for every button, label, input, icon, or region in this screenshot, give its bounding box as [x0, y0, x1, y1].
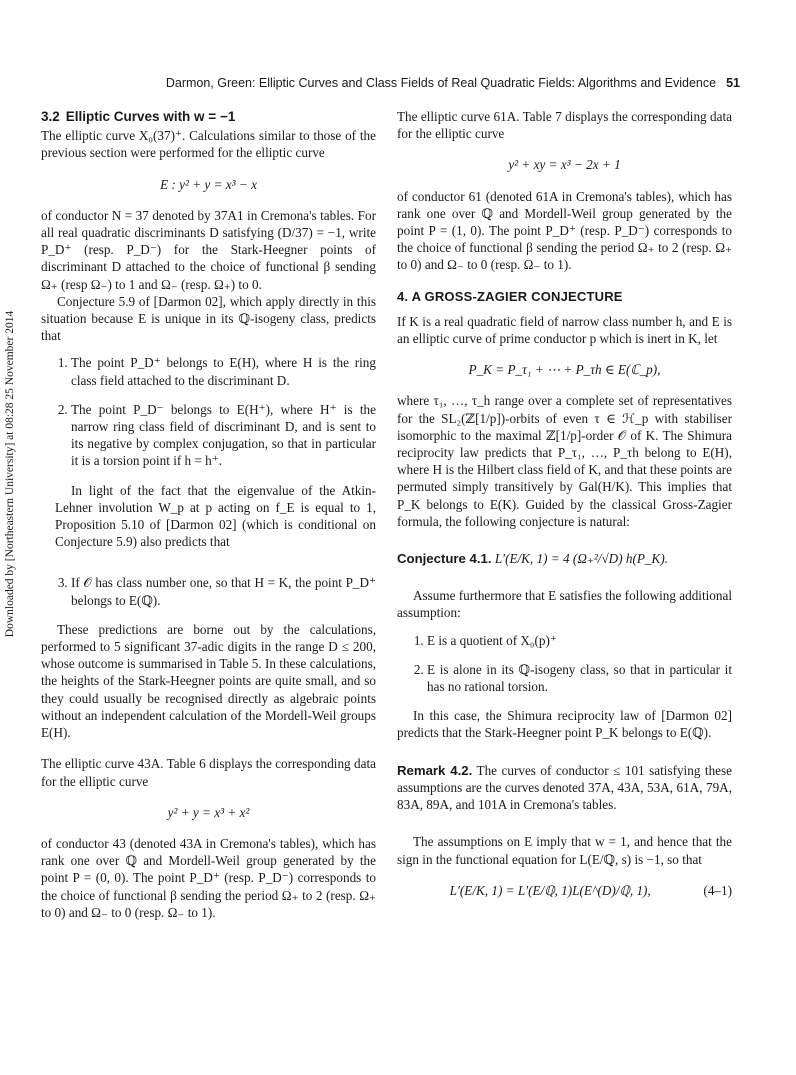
paragraph: The elliptic curve 61A. Table 7 displays the corresponding data for the elliptic curve — [397, 109, 732, 142]
page-number: 51 — [726, 76, 740, 90]
prediction-list-continued — [41, 574, 376, 608]
paragraph: The elliptic curve X₀(37)⁺. Calculations similar to those of the previous section were performed for the elliptic curve — [41, 128, 376, 161]
paragraph: If K is a real quadratic field of narrow class number h, and E is an elliptic curve of prime conductor p which is inert in K, let — [397, 313, 732, 347]
paragraph: of conductor 43 (denoted 43A in Cremona's tables), which has rank one over ℚ and Mordell-Weil group generated by the point P = (0, 0). The point P_D⁺ (resp. P_D⁻) corresponds to the choice of functional β sending the period Ω₊ to 2 (resp. Ω₊ to 0) and Ω₋ to 0 (resp. Ω₋ to 1). — [41, 835, 376, 920]
list-item: 2. E is alone in its ℚ-isogeny class, so that in particular it has no rational torsion. — [427, 661, 732, 695]
equation-number: (4–1) — [703, 882, 732, 898]
list-item: 2. The point P_D⁻ belongs to E(H⁺), where H⁺ is the narrow ring class field of discriminant D, and is sent to its negative by complex conjugation, so that in particular it is a torsion point if h = h⁺. — [71, 401, 376, 470]
remark-text: The curves of conductor ≤ 101 satisfying these assumptions are the curves denoted 37A, 43A, 53A, 61A, 79A, 83A, 89A, and 101A in Cremona's tables. — [397, 762, 732, 813]
conjecture — [397, 550, 732, 567]
running-header — [0, 76, 740, 90]
conjecture-label: Conjecture 4.1. — [397, 551, 492, 567]
equation: E : y² + y = x³ − x — [160, 176, 257, 192]
list-item: 3. If 𝒪 has class number one, so that H = K, the point P_D⁺ belongs to E(ℚ). — [71, 574, 376, 608]
download-watermark — [0, 308, 22, 648]
paragraph: These predictions are borne out by the calculations, performed to 5 significant 37-adic digits in the range D ≤ 200, whose outcome is summarised in Table 5. In these calculations, the heights of the Stark-Heegner points are quite small, and so they could usually be recognised directly as algebraic points without an independent calculation of the Mordell-Weil groups E(H). — [41, 621, 376, 741]
paragraph: Assume furthermore that E satisfies the following additional assumption: — [397, 588, 732, 621]
left-column — [41, 108, 376, 921]
running-title: Darmon, Green: Elliptic Curves and Class Fields of Real Quadratic Fields: Algorithms and Evidence — [165, 76, 717, 90]
remark — [397, 762, 732, 814]
paragraph: where τ₁, …, τ_h range over a complete set of representatives for the SL₂(ℤ[1/p])-orbits of even τ ∈ ℋ_p with stabiliser isomorphic to the maximal ℤ[1/p]-order 𝒪 of K. The Shimura reciprocity law predicts that P_τ₁, …, P_τh belong to E(H), where H is the Hilbert class field of K, and that these points are permuted simply transitively by Gal(H/K). This implies that P_K belongs to E(K). Guided by the classical Gross-Zagier formula, the following conjecture is natural: — [397, 393, 732, 529]
paragraph: The assumptions on E imply that w = 1, and hence that the sign in the functional equation for L(E/ℚ, s) is −1, so that — [397, 834, 732, 867]
assumption-list — [397, 632, 732, 696]
equation: P_K = P_τ₁ + ⋯ + P_τh ∈ E(ℂ_p), — [468, 362, 661, 378]
paragraph: In this case, the Shimura reciprocity law of [Darmon 02] predicts that the Stark-Heegner point P_K belongs to E(ℚ). — [397, 708, 732, 741]
remark-label: Remark 4.2. — [397, 762, 473, 778]
paragraph: Conjecture 5.9 of [Darmon 02], which apply directly in this situation because E is unique in its ℚ-isogeny class, predicts that — [41, 293, 376, 344]
right-column — [397, 108, 732, 913]
paragraph: In light of the fact that the eigenvalue of the Atkin-Lehner involution W_p at p acting on f_E is equal to 1, Proposition 5.10 of [Darmon 02] (which is conditional on Conjecture 5.9) also predicts that — [55, 482, 376, 550]
section-heading-4: 4. A GROSS-ZAGIER CONJECTURE — [397, 288, 623, 304]
numbered-equation — [397, 882, 732, 899]
prediction-list — [41, 354, 376, 469]
paragraph: of conductor N = 37 denoted by 37A1 in Cremona's tables. For all real quadratic discriminants D satisfying (D/37) = −1, write P_D⁺ (resp. P_D⁻) for the Stark-Heegner points of discriminant D attached to the choice of functional β sending Ω₊ (resp Ω₋) to 1 and Ω₋ (resp. Ω₊) to 0. — [41, 207, 376, 292]
section-heading-3-2: 3.2 Elliptic Curves with w = −1 — [41, 109, 236, 124]
equation: L′(E/K, 1) = L′(E/ℚ, 1)L(E^(D)/ℚ, 1), — [449, 882, 651, 898]
paragraph: The elliptic curve 43A. Table 6 displays the corresponding data for the elliptic curve — [41, 756, 376, 789]
list-item: 1. E is a quotient of X₀(p)⁺ — [427, 632, 732, 649]
paragraph: of conductor 61 (denoted 61A in Cremona's tables), which has rank one over ℚ and Mordell-Weil group generated by the point P = (1, 0). The point P_D⁺ (resp. P_D⁻) corresponds to the choice of functional β sending the period Ω₊ to 2 (resp. Ω₊ to 0) and Ω₋ to 0 (resp. Ω₋ to 1). — [397, 188, 732, 273]
conjecture-text: L′(E/K, 1) = 4 (Ω₊²/√D) h(P_K). — [494, 551, 669, 567]
equation: y² + y = x³ + x² — [167, 804, 250, 820]
equation: y² + xy = x³ − 2x + 1 — [508, 157, 621, 173]
download-watermark-text: Downloaded by [Northeastern University] at 08:28 25 November 2014 — [4, 310, 16, 638]
list-item: 1. The point P_D⁺ belongs to E(H), where H is the ring class field attached to the discriminant D. — [71, 354, 376, 388]
